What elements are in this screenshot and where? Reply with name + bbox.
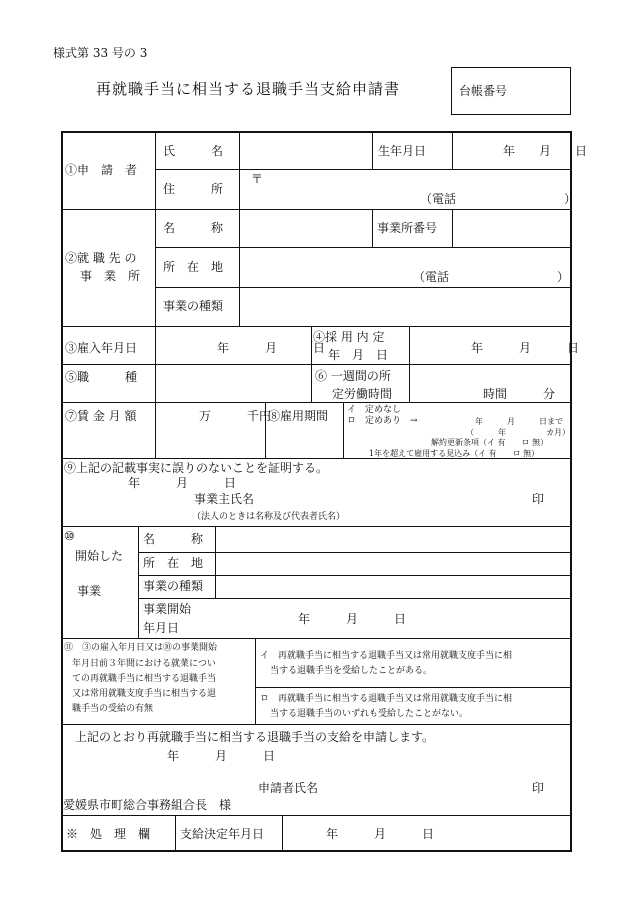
form-number: 様式第 33 号の 3 [53, 46, 148, 60]
prior-receipt-option-ro-2[interactable]: 当する退職手当のいずれも受給したことがない。 [270, 709, 469, 719]
business-type-label: 事業の種類 [163, 299, 224, 313]
hire-date-label: ③雇入年月日 [65, 341, 138, 355]
period-none-option[interactable]: イ 定めなし [347, 405, 402, 415]
period-until-field[interactable]: 年 月 日まで [475, 417, 563, 426]
over-one-year-option[interactable]: 1年を超えて雇用する見込み（イ 有 ロ 無） [369, 449, 540, 458]
page-title: 再就職手当に相当する退職手当支給申請書 [96, 80, 401, 98]
sb-start-label-1: 事業開始 [143, 602, 192, 616]
prior-receipt-line-3: ての再就職手当に相当する退職手当 [72, 674, 217, 684]
job-type-field[interactable] [156, 365, 310, 401]
applicant-section-label: ①申 請 者 [65, 163, 138, 177]
ledger-number-label: 台帳番号 [459, 84, 508, 98]
prior-receipt-line-4: 又は常用就職支度手当に相当する退 [72, 689, 217, 699]
certification-seal: 印 [532, 492, 545, 506]
applicant-name-label: 氏 名 [163, 144, 224, 158]
office-number-label: 事業所番号 [377, 221, 438, 235]
birth-date-field[interactable]: 年 月 日 [503, 144, 588, 158]
employer-signature-label: 事業主氏名 [194, 492, 255, 506]
period-months-field[interactable]: （ 年 カ月） [466, 428, 570, 437]
started-business-number: ⑩ [64, 529, 75, 543]
sb-type-field[interactable] [216, 576, 571, 597]
sb-location-label: 所 在 地 [143, 556, 204, 570]
sb-name-label: 名 称 [143, 532, 204, 546]
applicant-name-field[interactable] [240, 133, 371, 168]
application-date-field[interactable]: 年 月 日 [167, 749, 276, 763]
applicant-signature-label: 申請者氏名 [258, 781, 319, 795]
prior-receipt-line-2: 年月日前３年間における就業につい [72, 659, 216, 669]
employer-section-label-2: 事 業 所 [80, 269, 141, 283]
wage-field[interactable]: 万 千円 [199, 409, 272, 423]
employer-name-label: 名 称 [163, 221, 224, 235]
renewal-clause-option[interactable]: 解約更新条項（イ 有 ロ 無） [431, 438, 549, 447]
prior-receipt-option-i-2[interactable]: 当する退職手当を受給したことがある。 [270, 666, 433, 676]
birth-date-label: 生年月日 [378, 144, 427, 158]
sb-location-field[interactable] [216, 553, 571, 574]
prior-receipt-line-1: ⑪ ③の雇入年月日又は⑩の事業開始 [64, 643, 218, 653]
decision-date-label: 支給決定年月日 [180, 827, 265, 841]
applicant-phone-field[interactable]: （電話 ） [420, 192, 577, 206]
weekly-hours-field[interactable]: 時間 分 [483, 387, 556, 401]
prior-receipt-line-5: 職手当の受給の有無 [72, 704, 154, 714]
wage-label: ⑦賃 金 月 額 [65, 409, 137, 423]
weekly-hours-label-1: ⑥ 一週間の所 [315, 369, 391, 383]
certification-text: ⑨上記の記載事実に誤りのないことを証明する。 [64, 461, 329, 475]
employer-name-field[interactable] [240, 210, 371, 246]
weekly-hours-label-2: 定労働時間 [332, 387, 393, 401]
started-business-label-1: 開始した [75, 549, 124, 563]
addressee: 愛媛県市町総合事務組合長 様 [63, 798, 232, 812]
certification-note: （法人のときは名称及び代表者氏名） [192, 512, 346, 522]
sb-start-date-field[interactable]: 年 月 日 [298, 612, 407, 626]
processing-label: ※ 処 理 欄 [66, 827, 151, 841]
certification-date-field[interactable]: 年 月 日 [128, 476, 237, 490]
application-text: 上記のとおり再就職手当に相当する退職手当の支給を申請します。 [75, 730, 435, 744]
decision-date-field[interactable]: 年 月 日 [326, 827, 435, 841]
prior-receipt-option-ro-1[interactable]: ロ 再就職手当に相当する退職手当又は常用就職支度手当に相 [260, 694, 513, 704]
business-type-field[interactable] [240, 288, 571, 325]
sb-name-field[interactable] [216, 527, 571, 551]
offer-date-field[interactable]: 年 月 日 [471, 341, 580, 355]
sb-start-label-2: 年月日 [143, 621, 180, 635]
office-number-field[interactable] [453, 210, 571, 246]
employer-location-label: 所 在 地 [163, 260, 224, 274]
period-fixed-option[interactable]: ロ 定めあり → [347, 416, 418, 426]
employment-period-label: ⑧雇用期間 [268, 409, 329, 423]
job-type-label: ⑤職 種 [65, 370, 138, 384]
prior-receipt-option-i-1[interactable]: イ 再就職手当に相当する退職手当又は常用就職支度手当に相 [260, 651, 513, 661]
sb-type-label: 事業の種類 [143, 579, 204, 593]
started-business-label-2: 事業 [77, 584, 102, 598]
offer-date-label-1: ④採 用 内 定 [313, 330, 385, 344]
employer-section-label-1: ②就 職 先 の [65, 251, 137, 265]
postal-mark: 〒 [251, 172, 264, 186]
application-seal: 印 [532, 781, 545, 795]
employer-phone-field[interactable]: （電話 ） [413, 270, 570, 284]
hire-date-field[interactable]: 年 月 日 [217, 341, 326, 355]
offer-date-label-2: 年 月 日 [328, 348, 389, 362]
applicant-address-label: 住 所 [163, 182, 224, 196]
